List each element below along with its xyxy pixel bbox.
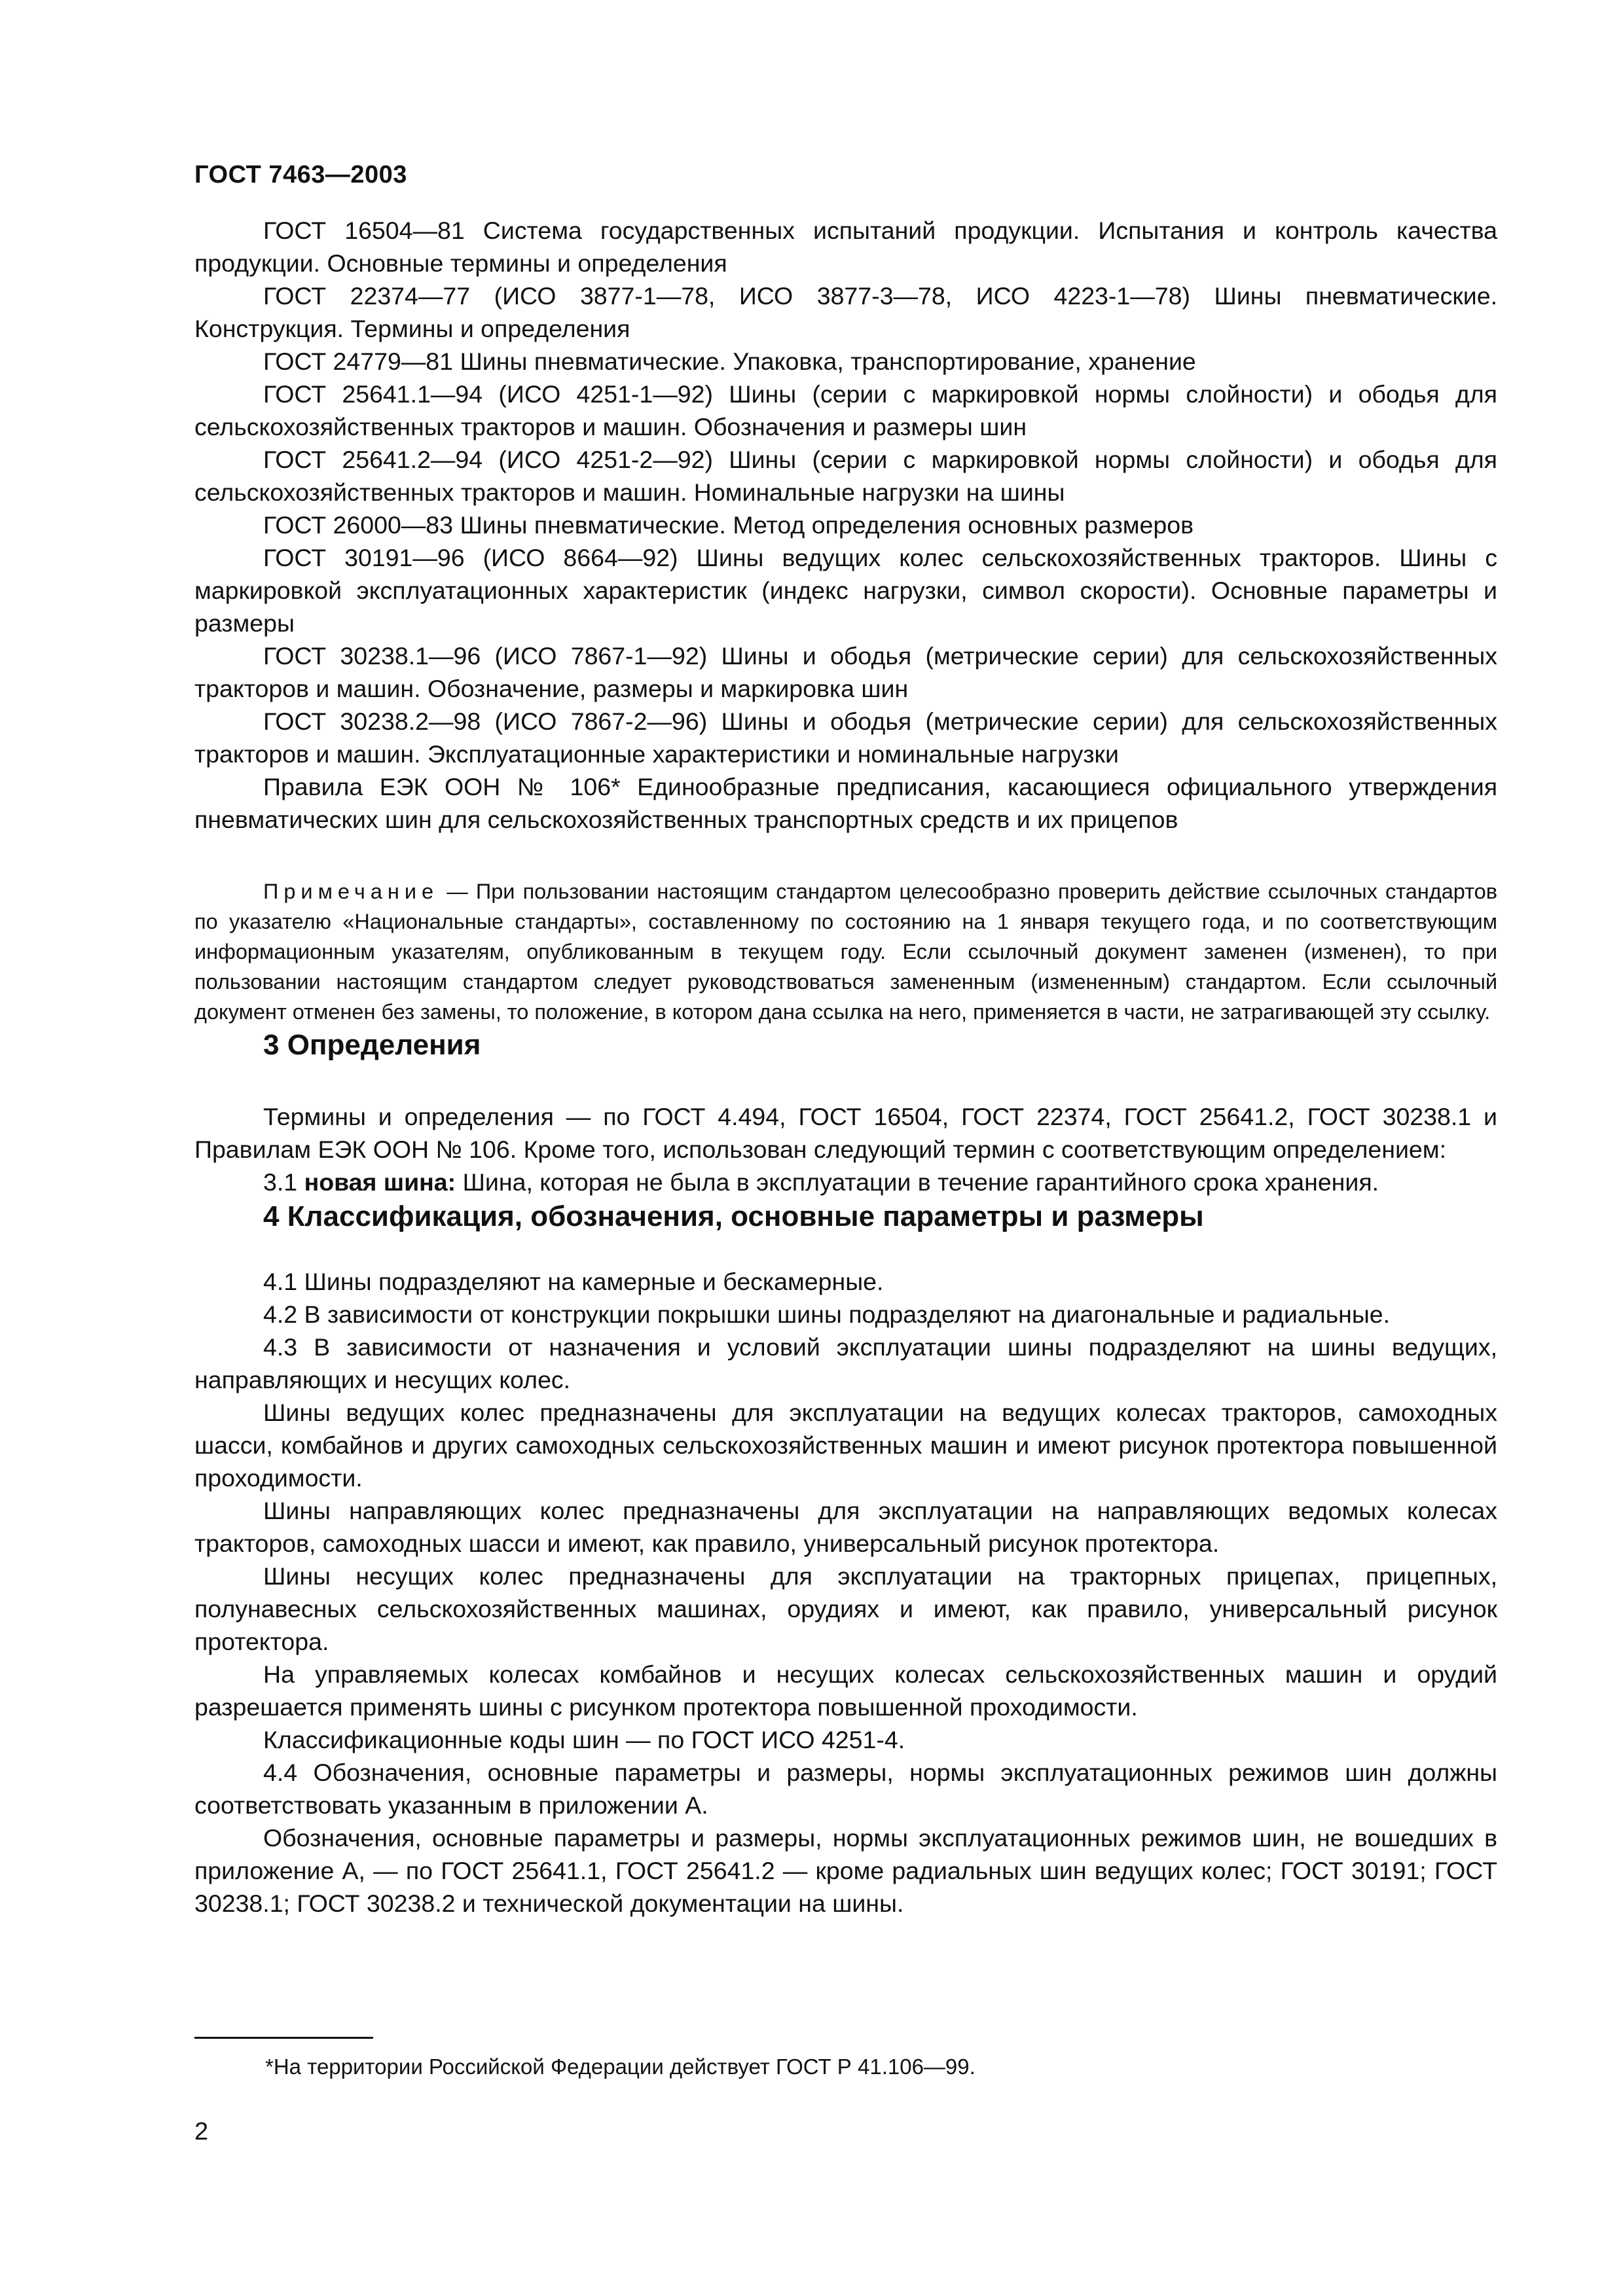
paragraph-driving-wheels: Шины ведущих колес предназначены для эксплуатации на ведущих колесах тракторов, самоходных шасси, комбайнов и других самоходных сельскохозяйственных машин и имеют рисунок протектора повышенной проходимости.: [194, 1399, 1497, 1492]
paragraph-carrying-wheels: Шины несущих колес предназначены для эксплуатации на тракторных прицепах, прицепных, полунавесных сельскохозяйственных машинах, орудиях и имеют, как правило, универсальный рисунок протектора.: [194, 1562, 1497, 1655]
section-4-heading: 4 Классификация, обозначения, основные параметры и размеры: [263, 1200, 1204, 1232]
section-3-body: [194, 1100, 1497, 1198]
footnote: *На территории Российской Федерации действует ГОСТ Р 41.106—99.: [265, 2054, 976, 2079]
reference-gost-26000: ГОСТ 26000—83 Шины пневматические. Метод определения основных размеров: [263, 511, 1194, 539]
normative-references-list: [194, 214, 1497, 836]
paragraph-4-1: 4.1 Шины подразделяют на камерные и бескамерные.: [263, 1268, 884, 1295]
footnote-separator: [194, 2037, 373, 2039]
paragraph-steering-wheels: Шины направляющих колес предназначены для эксплуатации на направляющих ведомых колесах тракторов, самоходных шасси и имеют, как правило, универсальный рисунок протектора.: [194, 1497, 1497, 1557]
paragraph-4-4: 4.4 Обозначения, основные параметры и размеры, нормы эксплуатационных режимов шин должны соответствовать указанным в приложении А.: [194, 1759, 1497, 1819]
definition-text: Шина, которая не была в эксплуатации в течение гарантийного срока хранения.: [462, 1168, 1379, 1196]
section-3-intro: Термины и определения — по ГОСТ 4.494, ГОСТ 16504, ГОСТ 22374, ГОСТ 25641.2, ГОСТ 30238.1 и Правилам ЕЭК ООН № 106. Кроме того, использован следующий термин с соответствующим определением:: [194, 1103, 1497, 1163]
page-number: 2: [194, 2118, 209, 2145]
reference-gost-16504: ГОСТ 16504—81 Система государственных испытаний продукции. Испытания и контроль качества продукции. Основные термины и определения: [194, 217, 1497, 277]
reference-gost-25641-2: ГОСТ 25641.2—94 (ИСО 4251-2—92) Шины (серии с маркировкой нормы слойности) и ободья для сельскохозяйственных тракторов и машин. Номинальные нагрузки на шины: [194, 446, 1497, 506]
definition-term: новая шина:: [304, 1168, 456, 1196]
reference-gost-25641-1: ГОСТ 25641.1—94 (ИСО 4251-1—92) Шины (серии с маркировкой нормы слойности) и ободья для сельскохозяйственных тракторов и машин. Обозначения и размеры шин: [194, 380, 1497, 440]
paragraph-classification-codes: Классификационные коды шин — по ГОСТ ИСО 4251-4.: [263, 1726, 905, 1753]
page-header-title: ГОСТ 7463—2003: [194, 161, 407, 188]
definition-3-1: [194, 1166, 1497, 1198]
section-4-body: [194, 1265, 1497, 1920]
reference-gost-30191: ГОСТ 30191—96 (ИСО 8664—92) Шины ведущих колес сельскохозяйственных тракторов. Шины с маркировкой эксплуатационных характеристик (индекс нагрузки, символ скорости). Основные параметры и размеры: [194, 544, 1497, 637]
note-paragraph: [194, 876, 1497, 1027]
section-3-heading: 3 Определения: [263, 1029, 481, 1061]
definition-number: 3.1: [263, 1168, 298, 1196]
page-content: [194, 214, 1497, 1920]
paragraph-4-3: 4.3 В зависимости от назначения и условий эксплуатации шины подразделяют на шины ведущих, направляющих и несущих колес.: [194, 1333, 1497, 1393]
reference-gost-24779: ГОСТ 24779—81 Шины пневматические. Упаковка, транспортирование, хранение: [263, 348, 1196, 375]
reference-gost-30238-1: ГОСТ 30238.1—96 (ИСО 7867-1—92) Шины и ободья (метрические серии) для сельскохозяйственных тракторов и машин. Обозначение, размеры и маркировка шин: [194, 642, 1497, 702]
paragraph-4-2: 4.2 В зависимости от конструкции покрышки шины подразделяют на диагональные и радиальные.: [263, 1300, 1391, 1328]
reference-unece-106: Правила ЕЭК ООН № 106* Единообразные предписания, касающиеся официального утверждения пневматических шин для сельскохозяйственных транспортных средств и их прицепов: [194, 773, 1497, 833]
note-text: — При пользовании настоящим стандартом целесообразно проверить действие ссылочных стандартов по указателю «Национальные стандарты», составленному по состоянию на 1 января текущего года, и по соответствующим информационным указателям, опубликованным в текущем году. Если ссылочный документ заменен (изменен), то при пользовании настоящим стандартом следует руководствоваться замененным (измененным) стандартом. Если ссылочный документ отменен без замены, то положение, в котором дана ссылка на него, применяется в части, не затрагивающей эту ссылку.: [194, 880, 1497, 1024]
reference-gost-30238-2: ГОСТ 30238.2—98 (ИСО 7867-2—96) Шины и ободья (метрические серии) для сельскохозяйственных тракторов и машин. Эксплуатационные характеристики и номинальные нагрузки: [194, 708, 1497, 768]
note-label: Примечание: [263, 880, 439, 903]
reference-gost-22374: ГОСТ 22374—77 (ИСО 3877-1—78, ИСО 3877-3—78, ИСО 4223-1—78) Шины пневматические. Конструкция. Термины и определения: [194, 282, 1497, 342]
paragraph-combine-wheels: На управляемых колесах комбайнов и несущих колесах сельскохозяйственных машин и орудий разрешается применять шины с рисунком протектора повышенной проходимости.: [194, 1660, 1497, 1721]
paragraph-other-designations: Обозначения, основные параметры и размеры, нормы эксплуатационных режимов шин, не вошедших в приложение А, — по ГОСТ 25641.1, ГОСТ 25641.2 — кроме радиальных шин ведущих колес; ГОСТ 30191; ГОСТ 30238.1; ГОСТ 30238.2 и технической документации на шины.: [194, 1824, 1497, 1917]
